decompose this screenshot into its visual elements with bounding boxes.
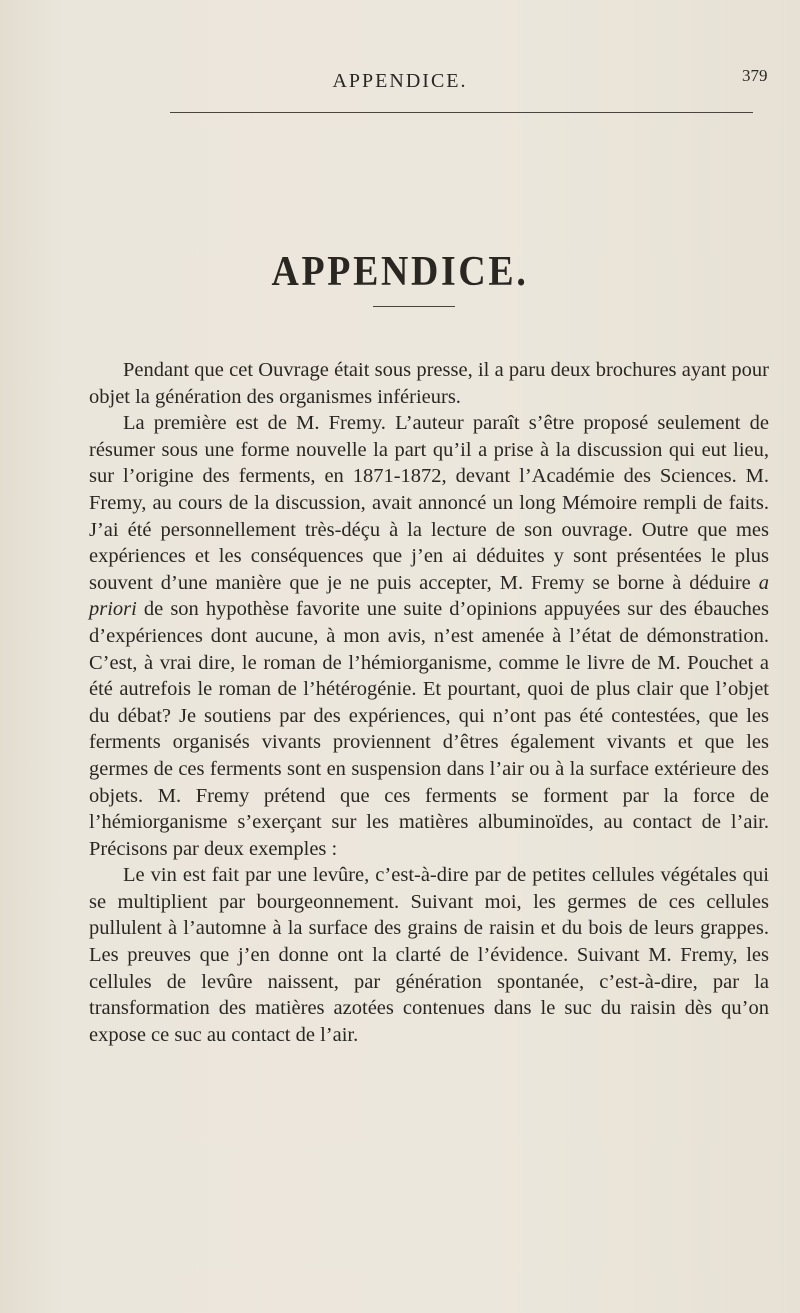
paragraph-2 [89, 410, 769, 862]
title-rule [373, 306, 455, 307]
paragraph-2-text-b: de son hypothèse favorite une suite d’opinions appuyées sur des ébauches d’expériences dont aucune, à mon avis, n’est amenée à l’état de démonstration. C’est, à vrai dire, le roman de l’hémiorganisme, comme le livre de M. Pouchet a été autrefois le roman de l’hétérogénie. Et pourtant, quoi de plus clair que l’objet du débat? Je soutiens par des expériences, qui n’ont pas été contestées, que les ferments organisés vivants proviennent d’êtres également vivants et que les germes de ces ferments sont en suspension dans l’air ou à la surface extérieure des objets. M. Fremy prétend que ces ferments se forment par la force de l’hémiorganisme s’exerçant sur les matières albuminoïdes, au contact de l’air. Précisons par deux exemples : [89, 598, 769, 860]
paragraph-3-text: Le vin est fait par une levûre, c’est-à-dire par de petites cellules végétales qui se multiplient par bourgeonnement. Suivant moi, les germes de ces cellules pullulent à l’automne à la surface des grains de raisin et du bois de leurs grappes. Les preuves que j’en donne ont la clarté de l’évidence. Suivant M. Fremy, les cellules de levûre naissent, par génération spontanée, c’est-à-dire, par la transformation des matières azotées contenues dans le suc du raisin dès qu’on expose ce suc au contact de l’air. [89, 864, 769, 1046]
italic-a-priori: a priori [89, 571, 769, 621]
header-rule [170, 112, 753, 113]
paragraph-1-text: Pendant que cet Ouvrage était sous presse, il a paru deux brochures ayant pour objet la génération des organismes inférieurs. [89, 359, 769, 408]
paragraph-2-text-a: La première est de M. Fremy. L’auteur paraît s’être proposé seulement de résumer sous une forme nouvelle la part qu’il a prise à la discussion qui eut lieu, sur l’origine des ferments, en 1871-1872, devant l’Académie des Sciences. M. Fremy, au cours de la discussion, avait annoncé un long Mémoire rempli de faits. J’ai été personnellement très-déçu à la lecture de son ouvrage. Outre que mes expériences et les conséquences que j’en ai déduites y sont présentées le plus souvent d’une manière que je ne puis accepter, M. Fremy se borne à déduire [89, 412, 769, 594]
body-text [89, 357, 769, 1048]
paragraph-3 [89, 862, 769, 1048]
paragraph-1 [89, 357, 769, 410]
chapter-title: APPENDICE. [271, 249, 529, 295]
running-head: APPENDICE. [332, 70, 468, 92]
page-number: 379 [742, 66, 768, 85]
